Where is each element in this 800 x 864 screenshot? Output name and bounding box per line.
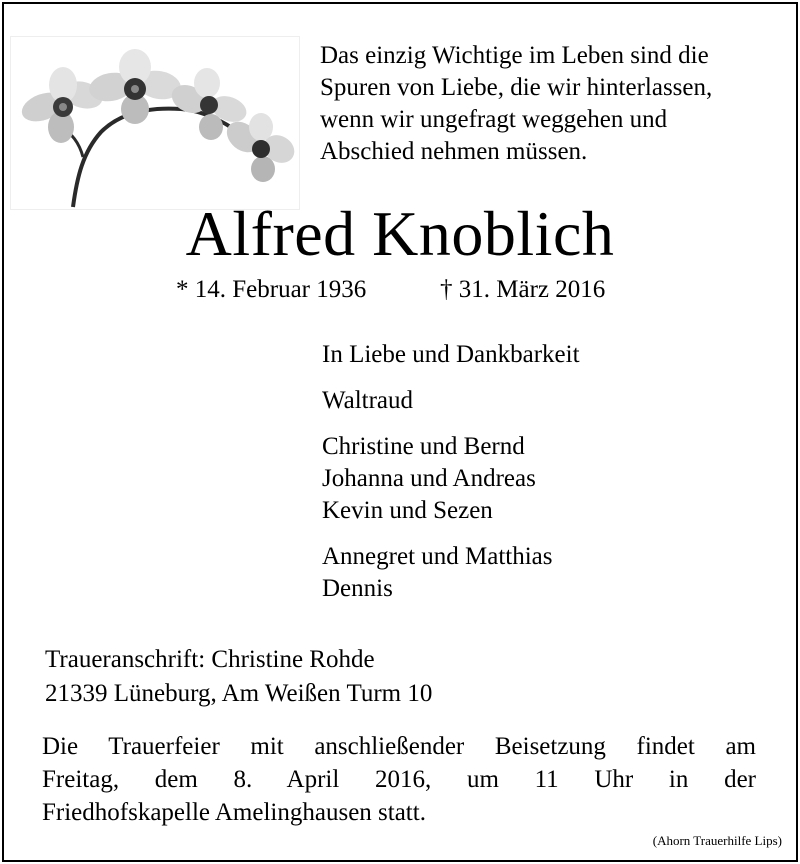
mourner-name: Waltraud — [322, 387, 414, 414]
quote-line: wenn wir ungefragt weggehen und — [320, 106, 668, 133]
address-line: 21339 Lüneburg, Am Weißen Turm 10 — [45, 680, 433, 707]
quote-line: Spuren von Liebe, die wir hinterlassen, — [320, 74, 713, 101]
ceremony-info — [42, 730, 756, 829]
mourners-intro-group — [322, 339, 580, 371]
mourner-name: Christine und Bernd — [322, 433, 525, 460]
address-line: Traueranschrift: Christine Rohde — [45, 646, 375, 673]
mourner-name: Kevin und Sezen — [322, 497, 493, 524]
death-date: † 31. März 2016 — [440, 276, 606, 303]
mourners-group-3 — [322, 541, 580, 605]
mourner-name: Annegret und Matthias — [322, 543, 553, 570]
ceremony-line: Friedhofskapelle Amelinghausen statt. — [42, 799, 426, 826]
quote-line: Das einzig Wichtige im Leben sind die — [320, 42, 709, 69]
mourners-group-2 — [322, 431, 580, 527]
mourners-intro: In Liebe und Dankbarkeit — [322, 341, 580, 368]
mourners-group-1 — [322, 385, 580, 417]
memorial-quote — [320, 40, 780, 168]
ceremony-line: Freitag, dem 8. April 2016, um 11 Uhr in der — [42, 766, 756, 793]
deceased-name: Alfred Knoblich — [185, 198, 615, 269]
orchid-image — [10, 36, 300, 210]
funeral-home-credit: (Ahorn Trauerhilfe Lips) — [652, 833, 782, 848]
mourners-list — [322, 339, 580, 619]
mourner-name: Johanna und Andreas — [322, 465, 536, 492]
mourning-address — [45, 643, 432, 711]
quote-line: Abschied nehmen müssen. — [320, 138, 588, 165]
birth-date: * 14. Februar 1936 — [176, 276, 367, 303]
orchid-branch-icon — [11, 37, 299, 209]
ceremony-line: Die Trauerfeier mit anschließender Beisetzung findet am — [42, 733, 756, 760]
mourner-name: Dennis — [322, 575, 393, 602]
